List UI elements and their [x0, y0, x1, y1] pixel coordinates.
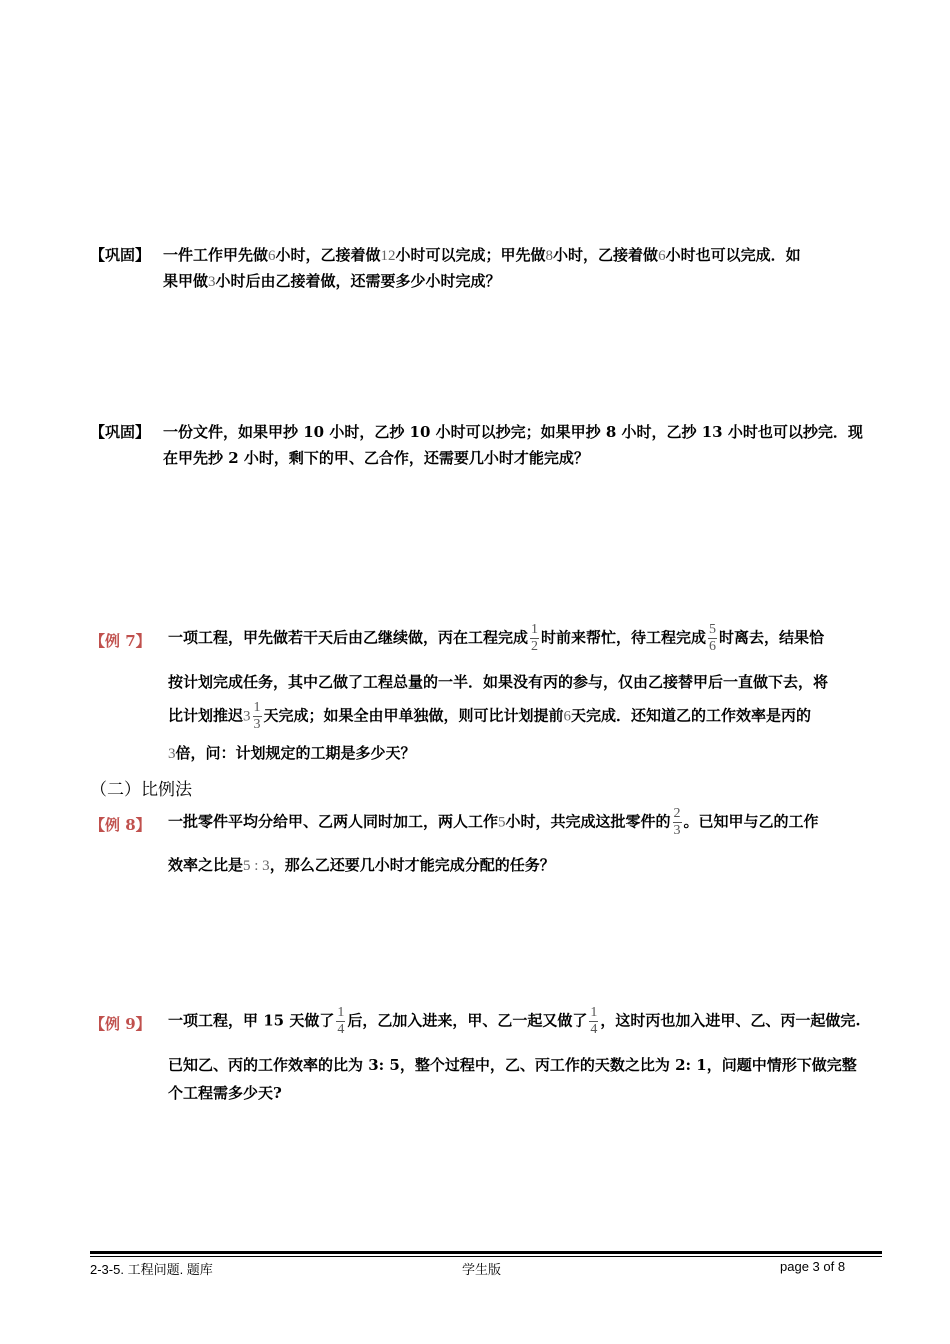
problem-line: 一份文件，如果甲抄 10 小时，乙抄 10 小时可以抄完；如果甲抄 8 小时，乙抄 13 小时也可以抄完．现: [163, 423, 863, 441]
fraction-one-quarter: $\frac{1}{4}$: [337, 1005, 345, 1037]
gonggu-problem-1: [90, 244, 890, 294]
example-tag: 【例 9】: [90, 1015, 151, 1033]
fraction-one-half: $\frac{1}{2}$: [531, 622, 539, 654]
problem-line: 一项工程，甲 15 天做了 $\frac{1}{4}$ 后，乙加入进来，甲、乙一起又做了 $\frac{1}{4}$ ，这时丙也加入进甲、乙、丙一起做完.: [168, 1005, 861, 1037]
fraction-one-quarter: $\frac{1}{4}$: [590, 1005, 598, 1037]
example-8: [90, 806, 890, 876]
footer-left: 2-3-5. 工程问题. 题库: [90, 1262, 213, 1277]
problem-line: 果甲做3小时后由乙接着做，还需要多少小时完成？: [163, 272, 501, 290]
problem-tag: 【巩固】: [90, 423, 151, 441]
problem-line: 3倍，问：计划规定的工期是多少天？: [168, 744, 416, 762]
fraction-two-thirds: $\frac{2}{3}$: [673, 806, 681, 838]
problem-line: 按计划完成任务，其中乙做了工程总量的一半．如果没有丙的参与，仅由乙接替甲后一直做下去，将: [168, 673, 829, 691]
footer-rule-thick: [90, 1251, 882, 1254]
footer-rule-thin: [90, 1256, 882, 1257]
example-9: [90, 1005, 890, 1105]
problem-line: 一项工程，甲先做若干天后由乙继续做，丙在工程完成 $\frac{1}{2}$ 时前来帮忙，待工程完成 $\frac{5}{6}$ 时离去，结果恰: [168, 622, 825, 654]
fraction-five-sixths: $\frac{5}{6}$: [709, 622, 717, 654]
problem-line: 已知乙、丙的工作效率的比为 3: 5，整个过程中，乙、丙工作的天数之比为 2: 1，问题中情形下做完整: [168, 1056, 857, 1074]
fraction-one-third: $\frac{1}{3}$: [253, 700, 261, 732]
problem-line: 一批零件平均分给甲、乙两人同时加工，两人工作5小时，共完成这批零件的 $\frac{2}{3}$ 。已知甲与乙的工作: [168, 806, 819, 838]
problem-tag: 【巩固】: [90, 246, 151, 264]
problem-line: 效率之比是5 : 3，那么乙还要几小时才能完成分配的任务？: [168, 856, 555, 874]
problem-line: 个工程需多少天?: [168, 1084, 282, 1102]
footer-center: 学生版: [462, 1262, 502, 1277]
example-tag: 【例 8】: [90, 816, 151, 834]
problem-line: 一件工作甲先做6小时，乙接着做12小时可以完成；甲先做8小时，乙接着做6小时也可以完成．如: [163, 246, 801, 264]
problem-line: 在甲先抄 2 小时，剩下的甲、乙合作，还需要几小时才能完成？: [163, 449, 589, 467]
footer-page-number: page 3 of 8: [780, 1259, 846, 1274]
gonggu-problem-2: [90, 421, 890, 471]
example-7: [90, 622, 890, 772]
section-heading: （二）比例法: [90, 780, 192, 800]
problem-line: 比计划推迟3 $\frac{1}{3}$ 天完成；如果全由甲单独做，则可比计划提前6天完成．还知道乙的工作效率是丙的: [168, 700, 812, 732]
example-tag: 【例 7】: [90, 632, 151, 650]
